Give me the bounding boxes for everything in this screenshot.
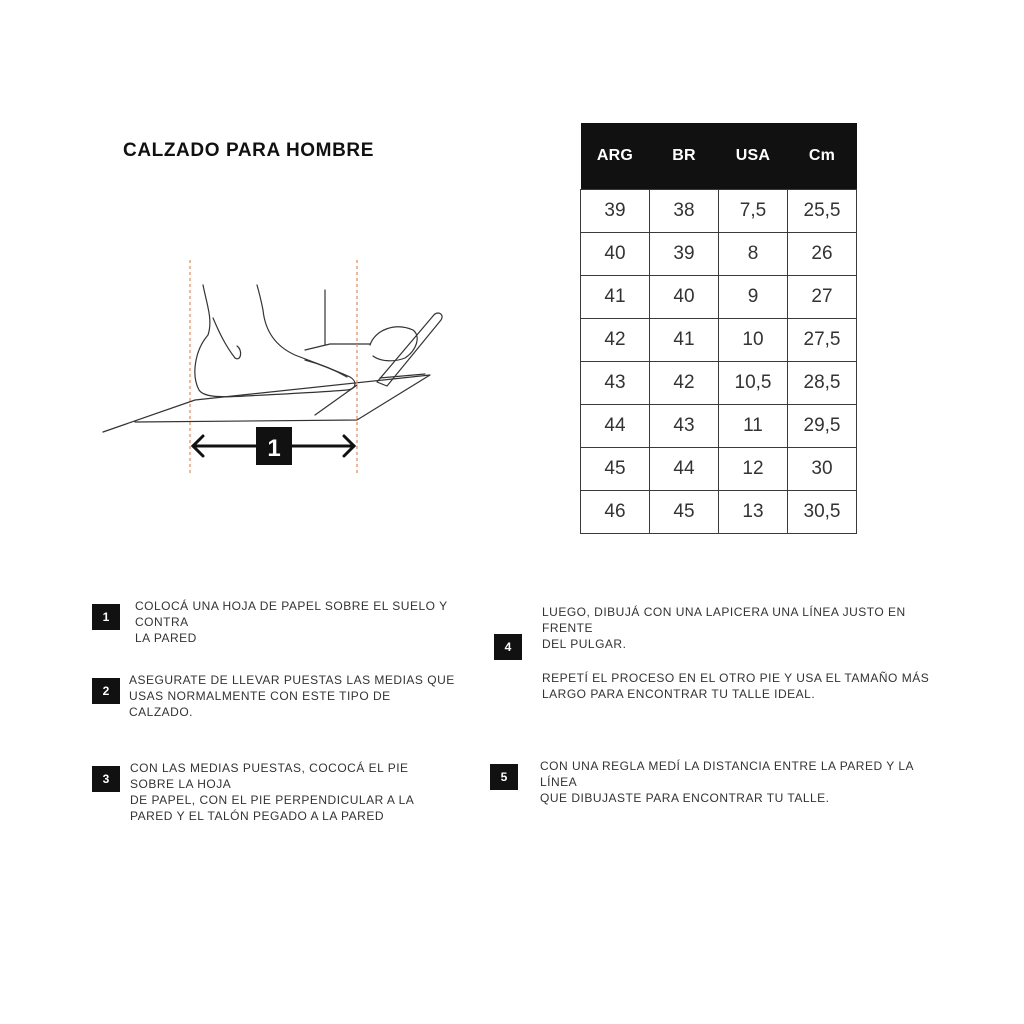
toes xyxy=(305,360,347,377)
step-text: REPETÍ EL PROCESO EN EL OTRO PIE Y USA EL TAMAÑO MÁS LARGO PARA ENCONTRAR TU TALLE IDEAL. xyxy=(542,671,930,701)
cell-cm: 30,5 xyxy=(788,491,857,534)
ankle-bone xyxy=(213,318,241,359)
table-row xyxy=(581,405,857,448)
cell-br: 40 xyxy=(650,276,719,319)
step-number-badge: 4 xyxy=(494,634,522,660)
size-table-header-row xyxy=(581,123,857,190)
measure-badge-label: 1 xyxy=(267,435,281,462)
cell-cm: 30 xyxy=(788,448,857,491)
step-number-badge: 5 xyxy=(490,764,518,790)
cell-cm: 27 xyxy=(788,276,857,319)
paper-edge xyxy=(315,385,357,415)
step-text: CON UNA REGLA MEDÍ LA DISTANCIA ENTRE LA PARED Y LA LÍNEA QUE DIBUJASTE PARA ENCONTRAR TU TALLE. xyxy=(540,759,915,805)
wall-line xyxy=(305,290,370,350)
cell-usa: 13 xyxy=(719,491,788,534)
cell-arg: 40 xyxy=(581,233,650,276)
step-text: CON LAS MEDIAS PUESTAS, COCOCÁ EL PIE SOBRE LA HOJA DE PAPEL, CON EL PIE PERPENDICULAR A LA PARED Y EL TALÓN PEGADO A LA PARED xyxy=(130,761,415,823)
step-text: COLOCÁ UNA HOJA DE PAPEL SOBRE EL SUELO Y CONTRA LA PARED xyxy=(135,599,448,645)
cell-usa: 10,5 xyxy=(719,362,788,405)
cell-br: 38 xyxy=(650,190,719,233)
cell-arg: 42 xyxy=(581,319,650,362)
cell-arg: 44 xyxy=(581,405,650,448)
step-number-badge: 1 xyxy=(92,604,120,630)
cell-arg: 46 xyxy=(581,491,650,534)
cell-usa: 10 xyxy=(719,319,788,362)
table-row xyxy=(581,190,857,233)
header-arg: ARG xyxy=(581,123,650,190)
table-row xyxy=(581,362,857,405)
cell-br: 44 xyxy=(650,448,719,491)
cell-arg: 45 xyxy=(581,448,650,491)
cell-cm: 25,5 xyxy=(788,190,857,233)
cell-br: 43 xyxy=(650,405,719,448)
foot-outline xyxy=(195,285,355,397)
cell-br: 41 xyxy=(650,319,719,362)
table-row xyxy=(581,491,857,534)
cell-cm: 29,5 xyxy=(788,405,857,448)
header-usa: USA xyxy=(719,123,788,190)
cell-cm: 27,5 xyxy=(788,319,857,362)
foot-measure-illustration xyxy=(95,250,475,510)
cell-usa: 11 xyxy=(719,405,788,448)
cell-arg: 41 xyxy=(581,276,650,319)
header-br: BR xyxy=(650,123,719,190)
cell-usa: 9 xyxy=(719,276,788,319)
cell-br: 42 xyxy=(650,362,719,405)
cell-br: 39 xyxy=(650,233,719,276)
size-table xyxy=(580,123,857,534)
header-cm: Cm xyxy=(788,123,857,190)
table-row xyxy=(581,233,857,276)
table-row xyxy=(581,319,857,362)
cell-cm: 28,5 xyxy=(788,362,857,405)
cell-arg: 43 xyxy=(581,362,650,405)
table-row xyxy=(581,276,857,319)
cell-br: 45 xyxy=(650,491,719,534)
cell-usa: 12 xyxy=(719,448,788,491)
step-number-badge: 2 xyxy=(92,678,120,704)
step-text: LUEGO, DIBUJÁ CON UNA LAPICERA UNA LÍNEA JUSTO EN FRENTE DEL PULGAR. xyxy=(542,605,906,651)
page-title: CALZADO PARA HOMBRE xyxy=(123,140,374,161)
cell-usa: 7,5 xyxy=(719,190,788,233)
cell-arg: 39 xyxy=(581,190,650,233)
step-text: ASEGURATE DE LLEVAR PUESTAS LAS MEDIAS QUE USAS NORMALMENTE CON ESTE TIPO DE CALZADO. xyxy=(129,673,455,719)
cell-usa: 8 xyxy=(719,233,788,276)
table-row xyxy=(581,448,857,491)
step-number-badge: 3 xyxy=(92,766,120,792)
cell-cm: 26 xyxy=(788,233,857,276)
